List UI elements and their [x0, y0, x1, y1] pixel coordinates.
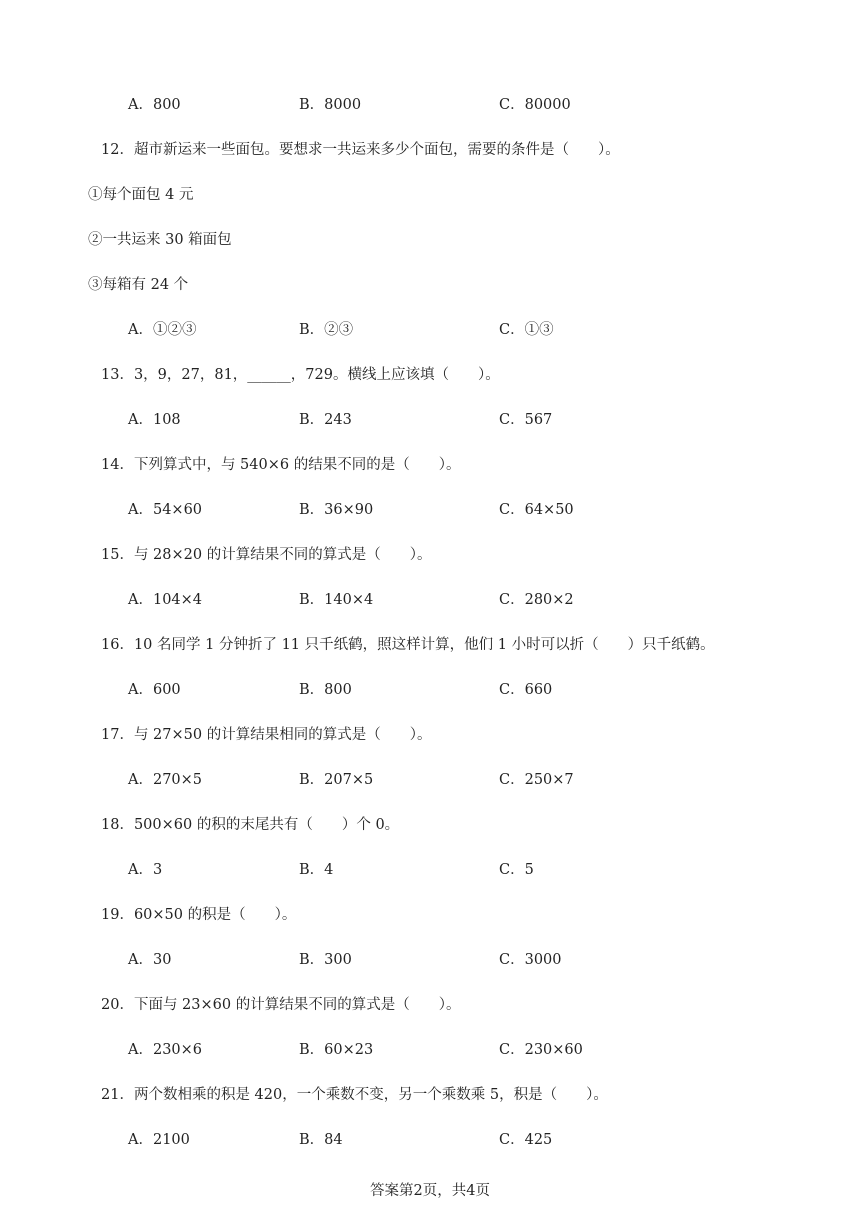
option-b: B．140×4	[299, 592, 374, 608]
question-11-options	[0, 94, 860, 116]
question-12-condition-1: ①每个面包 4 元	[88, 187, 194, 203]
question-14-stem: 14．下列算式中，与 540×6 的结果不同的是（ ）。	[101, 457, 461, 473]
question-15-stem: 15．与 28×20 的计算结果不同的算式是（ ）。	[101, 547, 432, 563]
option-b: B．84	[299, 1132, 343, 1148]
option-c: C．425	[499, 1132, 553, 1148]
page-footer: 答案第2页，共4页	[370, 1183, 490, 1199]
option-b: B．243	[299, 412, 352, 428]
question-17-stem: 17．与 27×50 的计算结果相同的算式是（ ）。	[101, 727, 432, 743]
option-a: A．①②③	[128, 322, 197, 338]
option-a: A．230×6	[128, 1042, 203, 1058]
question-12-stem: 12．超市新运来一些面包。要想求一共运来多少个面包，需要的条件是（ ）。	[101, 142, 620, 158]
question-19-options	[0, 949, 860, 971]
option-b: B．800	[299, 682, 352, 698]
question-16-stem: 16．10 名同学 1 分钟折了 11 只千纸鹤，照这样计算，他们 1 小时可以折（ ）只千纸鹤。	[101, 637, 715, 653]
option-b: B．207×5	[299, 772, 374, 788]
option-c: C．80000	[499, 97, 571, 113]
option-a: A．3	[128, 862, 163, 878]
option-c: C．567	[499, 412, 553, 428]
question-15-options	[0, 589, 860, 611]
option-a: A．800	[128, 97, 181, 113]
option-b: B．4	[299, 862, 334, 878]
option-c: C．250×7	[499, 772, 574, 788]
option-a: A．600	[128, 682, 181, 698]
option-b: B．36×90	[299, 502, 374, 518]
option-c: C．3000	[499, 952, 562, 968]
option-a: A．270×5	[128, 772, 203, 788]
option-a: A．54×60	[128, 502, 203, 518]
question-18-stem: 18．500×60 的积的末尾共有（ ）个 0。	[101, 817, 400, 833]
question-13-options	[0, 409, 860, 431]
option-c: C．280×2	[499, 592, 574, 608]
question-19-stem: 19．60×50 的积是（ ）。	[101, 907, 297, 923]
question-18-options	[0, 859, 860, 881]
option-b: B．300	[299, 952, 352, 968]
option-b: B．②③	[299, 322, 354, 338]
option-c: C．64×50	[499, 502, 574, 518]
question-20-options	[0, 1039, 860, 1061]
option-b: B．60×23	[299, 1042, 374, 1058]
question-21-stem: 21．两个数相乘的积是 420，一个乘数不变，另一个乘数乘 5，积是（ ）。	[101, 1087, 608, 1103]
option-a: A．104×4	[128, 592, 203, 608]
option-c: C．5	[499, 862, 534, 878]
question-12-condition-3: ③每箱有 24 个	[88, 277, 189, 293]
option-b: B．8000	[299, 97, 362, 113]
question-12-options	[0, 319, 860, 341]
option-c: C．230×60	[499, 1042, 583, 1058]
option-c: C．660	[499, 682, 553, 698]
question-20-stem: 20．下面与 23×60 的计算结果不同的算式是（ ）。	[101, 997, 461, 1013]
question-14-options	[0, 499, 860, 521]
question-21-options	[0, 1129, 860, 1151]
question-13-stem: 13．3，9，27，81，______，729。横线上应该填（ ）。	[101, 367, 500, 383]
option-a: A．30	[128, 952, 172, 968]
question-16-options	[0, 679, 860, 701]
option-a: A．108	[128, 412, 181, 428]
question-12-condition-2: ②一共运来 30 箱面包	[88, 232, 232, 248]
option-c: C．①③	[499, 322, 554, 338]
question-17-options	[0, 769, 860, 791]
option-a: A．2100	[128, 1132, 190, 1148]
